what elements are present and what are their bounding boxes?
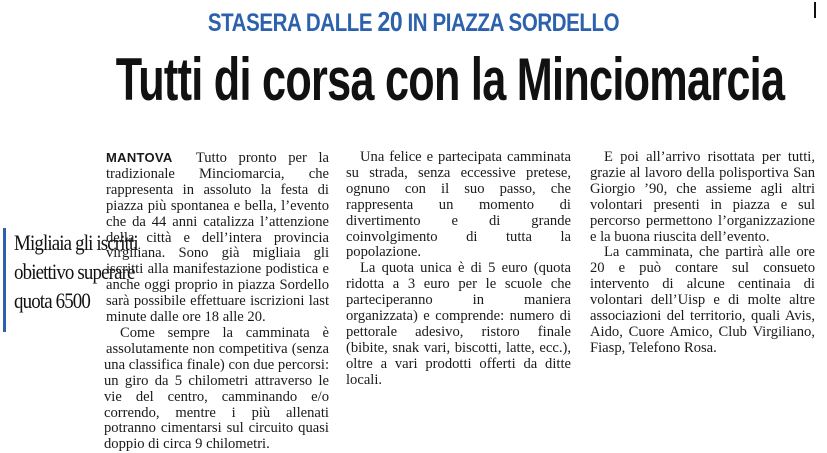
- pull-quote-line-2: obiettivo superare: [14, 259, 135, 284]
- article-paragraph: Una felice e partecipata camminata su strada, senza eccessive pretese, ognuno con il suo passo, che rappresenta un momento di divertimento e di grande coinvolgimento di tutta la popolazione.: [346, 149, 571, 261]
- article-paragraph: La camminata, che partirà alle ore 20 e può contare sul consueto intervento di alcune centinaia di volontari dell’Uisp e di molte altre associazioni del territorio, quali Avis, Aido, Cuore Amico, Club Virgiliano, Fiasp, Telefono Rosa.: [590, 244, 815, 356]
- article-paragraph: La quota unica è di 5 euro (quota ridotta a 3 euro per le scuole che parteciperanno in maniera organizzata) e comprende: numero di pettorale adesivo, ristoro finale (bibite, snak vari, biscotti, latte, ecc.), oltre a vari prodotti offerti da ditte locali.: [346, 260, 571, 388]
- article-column-1: [104, 150, 329, 453]
- kicker-number: 20: [377, 6, 403, 37]
- article-paragraph: E poi all’arrivo risottata per tutti, grazie al lavoro della polisportiva San Giorgio ’90, che assieme agli altri volontari presenti in piazza e sul percorso permettono l’organizzazione e la buona riuscita dell’evento.: [590, 149, 815, 245]
- article-paragraph: Come sempre la camminata è assolutamente non competitiva (senza una classifica finale) con due percorsi: un giro da 5 chilometri attraverso le vie del centro, camminando e/o correndo, mentre i più allenati potranno cimentarsi sul circuito quasi doppio di circa 9 chilometri.: [104, 324, 329, 453]
- kicker: [74, 6, 752, 38]
- article-column-3: [590, 150, 815, 357]
- article-column-2: [346, 150, 571, 389]
- dateline: MANTOVA: [106, 150, 173, 165]
- pull-quote-line-1: Migliaia gli iscritti: [14, 230, 138, 255]
- paragraph-text: Tutto pronto per la tradizionale Minciomarcia, che rappresenta in assoluto la festa di piazza più spontanea e bella, l’evento che da 44 anni catalizza l’attenzione della città e dell’intera provincia virgiliana. Sono già migliaia gli iscritti alla manifestazione podistica e anche oggi proprio in piazza Sordello sarà possibile effettuare iscrizioni last minute dalle ore 18 alle 20.: [106, 150, 329, 326]
- kicker-text-end: IN PIAZZA SORDELLO: [402, 9, 620, 37]
- kicker-text-start: STASERA DALLE: [207, 9, 378, 37]
- page-edge-mark: [814, 2, 816, 18]
- headline: Tutti di corsa con la Minciomarcia: [115, 46, 785, 113]
- pull-quote-line-3: quota 6500: [14, 288, 91, 313]
- article-paragraph: [104, 150, 329, 326]
